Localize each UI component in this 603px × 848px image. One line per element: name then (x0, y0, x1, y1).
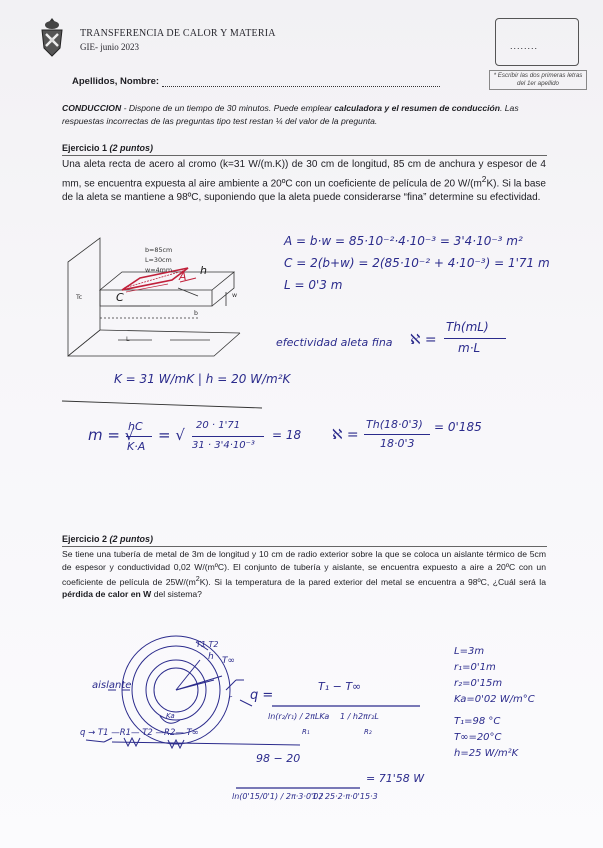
exercise-2-label: Ejercicio 2 (62, 534, 108, 544)
hw-data-3: Ka=0'02 W/m°C (454, 694, 535, 705)
initials-note: * Escribir las dos primeras letras del 1er apellido (489, 70, 587, 90)
exercise-2-points: (2 puntos) (109, 534, 154, 544)
hw-result-den: 18·0'3 (380, 437, 415, 450)
ej1-text-b: K). Si la base de la aleta se mantiene a 98ºC, suponiendo que la aleta puede considerarse “fina” determine su efectividad. (62, 178, 546, 204)
hw-m-eq: = √ (158, 426, 185, 444)
hw-m-result: = 18 (272, 428, 302, 442)
hw-ka-label: Ka (166, 712, 175, 720)
fin-dim-b: b=85cm (145, 246, 173, 254)
hw-given-k-h: K = 31 W/mK | h = 20 W/m²K (114, 372, 291, 386)
hw-data-4: T₁=98 °C (454, 716, 501, 727)
ej2-text-c: del sistema? (151, 589, 202, 600)
exam-date: GIE- junio 2023 (80, 42, 139, 52)
exercise-1-points: (2 puntos) (109, 143, 154, 153)
hw-effectiveness-lhs: ℵ = (410, 332, 437, 348)
hw-m-lhs: m = √ (88, 426, 135, 444)
name-label: Apellidos, Nombre: (72, 76, 160, 87)
hw-q-num: T₁ − T∞ (318, 680, 362, 693)
hw-label-a: A (179, 270, 187, 283)
ej2-bold: pérdida de calor en W (62, 589, 152, 600)
exercise-1-label: Ejercicio 1 (62, 143, 108, 153)
hw-q-lhs: q = (250, 688, 274, 703)
hw-effectiveness-label: efectividad aleta fina (276, 336, 393, 349)
hw-thermal-circuit: q → T1 —R1— T2 —R2— T∞ (80, 728, 199, 738)
fin-L-label: L (126, 336, 130, 343)
hw-q2-den2: 1 / 25·2·π·0'15·3 (312, 792, 378, 801)
ej2-text-a: Se tiene una tubería de metal de 3m de longitud y 10 cm de radio exterior sobre la que se coloca un aislante térmico de 5cm de espesor y conductividad 0,02 W/(mºC). El conjunto de tubería y aislante, se encuentra expuesto a aire a 20ºC con un coeficiente de película de 25W/(m (62, 549, 546, 587)
hw-h-label: h (208, 652, 214, 662)
hw-data-5: T∞=20°C (454, 732, 502, 743)
fin-dim-w: w=4mm (145, 266, 173, 274)
hw-q2-den1: ln(0'15/0'1) / 2π·3·0'02 (232, 792, 324, 801)
hw-perimeter-calc: C = 2(b+w) = 2(85·10⁻² + 4·10⁻³) = 1'71 m (284, 256, 550, 270)
initials-dots: ........ (510, 41, 539, 51)
hw-r1-label: R₁ (302, 728, 310, 736)
hw-r2-label: R₂ (364, 728, 372, 736)
hw-effectiveness-den: m·L (458, 341, 481, 355)
ej1-text-a: Una aleta recta de acero al cromo (k=31 W/(m.K)) de 30 cm de longitud, 85 cm de anchura y espesor de 4 mm, se encuentra expuesta al aire ambiente a 20ºC con un coeficiente de película de 20 W/(m (62, 159, 546, 190)
hw-data-6: h=25 W/m²K (454, 748, 519, 759)
hw-q-den1: ln(r₂/r₁) / 2πLKa (268, 712, 330, 721)
hw-m-num2: 20 · 1'71 (196, 420, 241, 431)
hw-result-num: Th(18·0'3) (366, 418, 423, 431)
hw-data-2: r₂=0'15m (454, 678, 503, 689)
hw-data-0: L=3m (454, 646, 485, 657)
hw-m-num1: hC (128, 420, 143, 433)
hw-result-lhs: ℵ = (332, 427, 359, 443)
hw-area-calc: A = b·w = 85·10⁻²·4·10⁻³ = 3'4·10⁻³ m² (284, 234, 523, 248)
hw-effectiveness-num: Th(mL) (446, 320, 489, 334)
hw-insulation-label: aislante (92, 680, 132, 691)
fin-tc-label: Tc (76, 294, 83, 301)
hw-tinf-label: T∞ (222, 656, 235, 666)
hw-label-c: C (116, 291, 124, 304)
section-name: CONDUCCION (62, 103, 122, 113)
hw-r-label: r (228, 694, 232, 704)
hw-length: L = 0'3 m (284, 278, 343, 292)
hw-q-den2: 1 / h2πr₂L (340, 712, 379, 721)
fin-b-label: b (194, 310, 198, 317)
course-title: TRANSFERENCIA DE CALOR Y MATERIA (80, 28, 276, 39)
hw-q2-num: 98 − 20 (256, 752, 301, 765)
instructions-bold: calculadora y el resumen de conducción (334, 103, 500, 113)
hw-result-value: = 0'185 (434, 420, 482, 434)
ej2-text-b: K). Si la temperatura de la pared exterior del metal se encuentra a 98ºC, ¿Cuál será la (199, 576, 546, 587)
hw-t1-t2-labels: T1 T2 (196, 640, 219, 649)
hw-m-den1: K·A (127, 440, 146, 453)
hw-m-den2: 31 · 3'4·10⁻³ (192, 440, 255, 451)
fin-w-label: w (232, 292, 238, 299)
ej1-sup: 2 (481, 174, 487, 184)
hw-q2-result: = 71'58 W (366, 772, 425, 785)
ej2-sup: 2 (195, 575, 200, 583)
hw-label-h: h (200, 264, 207, 277)
hw-data-1: r₁=0'1m (454, 662, 496, 673)
instructions-text-b: . Las respuestas incorrectas de las preguntas tipo test restan ¼ del valor de la pregunta. (62, 103, 519, 126)
fin-dim-l: L=30cm (145, 256, 172, 264)
instructions-text-a: - Dispone de un tiempo de 30 minutos. Puede emplear (121, 103, 335, 113)
